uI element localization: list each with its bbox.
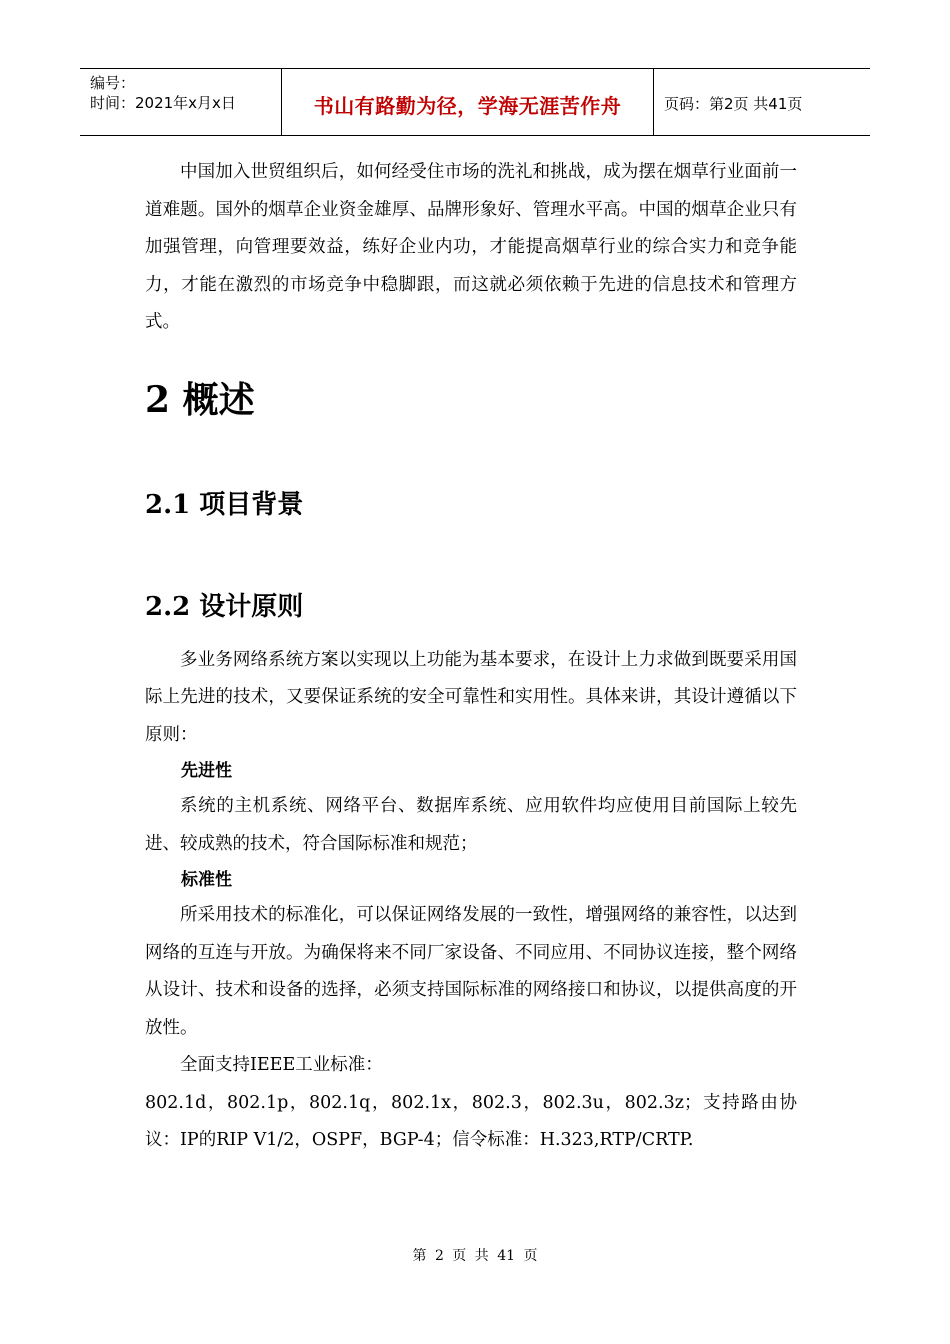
header-info-cell bbox=[80, 69, 282, 135]
section-2-heading: 2 概述 bbox=[145, 378, 255, 421]
standard-heading: 标准性 bbox=[181, 870, 232, 890]
advanced-paragraph: 系统的主机系统、网络平台、数据库系统、应用软件均应使用目前国际上较先进、较成熟的技术，符合国际标准和规范； bbox=[145, 796, 797, 854]
standard-paragraph: 所采用技术的标准化，可以保证网络发展的一致性，增强网络的兼容性，以达到网络的互连与开放。为确保将来不同厂家设备、不同应用、不同协议连接，整个网络从设计、技术和设备的选择，必须支持国际标准的网络接口和协议，以提供高度的开放性。 bbox=[145, 905, 797, 1038]
document-body bbox=[145, 154, 797, 1160]
header-motto: 书山有路勤为径，学海无涯苦作舟 bbox=[313, 93, 622, 118]
page-header bbox=[80, 68, 870, 136]
design-principles-intro: 多业务网络系统方案以实现以上功能为基本要求，在设计上力求做到既要采用国际上先进的技术，又要保证系统的安全可靠性和实用性。具体来讲，其设计遵循以下原则： bbox=[145, 649, 797, 745]
header-motto-cell bbox=[282, 69, 654, 135]
section-2-2-heading: 2.2 设计原则 bbox=[145, 591, 304, 622]
header-page-cell bbox=[654, 69, 870, 135]
protocols-paragraph: 802.1d，802.1p，802.1q，802.1x，802.3，802.3u，802.3z；支持路由协议：IP的RIP V1/2，OSPF，BGP-4；信令标准：H.323,RTP/CRTP. bbox=[145, 1092, 797, 1150]
header-number-label: 编号： bbox=[90, 74, 136, 92]
advanced-heading: 先进性 bbox=[181, 761, 232, 781]
ieee-standards-line: 全面支持IEEE工业标准： bbox=[180, 1055, 383, 1075]
header-page-label: 页码：第2页 共41页 bbox=[664, 94, 803, 113]
section-2-1-heading: 2.1 项目背景 bbox=[145, 489, 304, 520]
intro-paragraph: 中国加入世贸组织后，如何经受住市场的洗礼和挑战，成为摆在烟草行业面前一道难题。国外的烟草企业资金雄厚、品牌形象好、管理水平高。中国的烟草企业只有加强管理，向管理要效益，练好企业内功，才能提高烟草行业的综合实力和竞争能力，才能在激烈的市场竞争中稳脚跟，而这就必须依赖于先进的信息技术和管理方式。 bbox=[145, 162, 797, 332]
header-date-label: 时间：2021年x月x日 bbox=[90, 94, 236, 112]
page-footer: 第 2 页 共 41 页 bbox=[412, 1248, 538, 1264]
